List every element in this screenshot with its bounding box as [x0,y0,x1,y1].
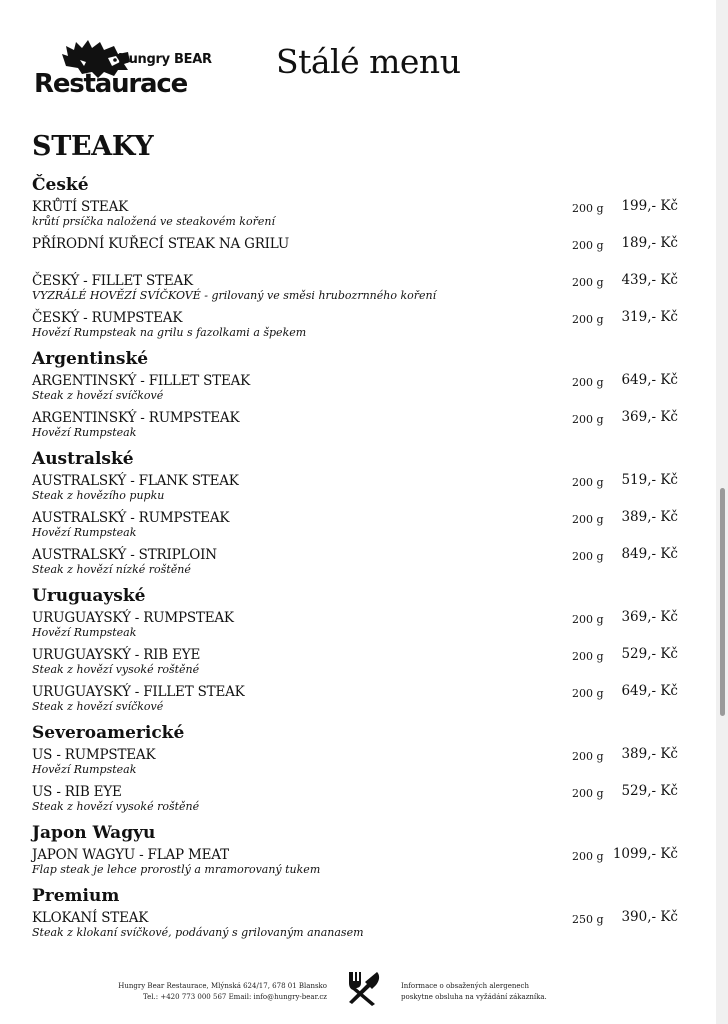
menu-item-name: KLOKANÍ STEAK [32,910,149,926]
menu-item [32,472,682,509]
section-title: Australské [32,449,134,469]
menu-item [32,372,682,409]
menu-item-price: 369,- Kč [621,609,678,625]
menu-item-price: 529,- Kč [621,646,678,662]
menu-item-name: PŘÍRODNÍ KUŘECÍ STEAK NA GRILU [32,236,289,252]
menu-item-weight: 200 g [572,376,604,389]
footer-allergen-info [401,981,547,1003]
menu-item-weight: 200 g [572,513,604,526]
menu-item-description: Steak z klokaní svíčkové, podávaný s grilovaným ananasem [32,926,364,939]
scrollbar[interactable] [716,0,728,1024]
menu-item [32,609,682,646]
menu-item [32,309,682,346]
menu-item-name: ČESKÝ - RUMPSTEAK [32,310,183,326]
menu-item-name: JAPON WAGYU - FLAP MEAT [32,847,229,863]
footer [0,965,716,1015]
menu-item [32,272,682,309]
scrollbar-thumb[interactable] [720,488,725,716]
menu-item [32,509,682,546]
section-title: Severoamerické [32,723,185,743]
menu-item [32,683,682,720]
menu-item-name: URUGUAYSKÝ - RIB EYE [32,647,201,663]
menu-item [32,909,682,946]
menu-item-name: URUGUAYSKÝ - RUMPSTEAK [32,610,234,626]
menu-item-price: 1099,- Kč [612,846,678,862]
page-title: Stálé menu [276,42,461,81]
menu-item-weight: 250 g [572,913,604,926]
menu-item-weight: 200 g [572,276,604,289]
logo-hungry-bear-text: Hungry BEAR [118,52,212,67]
section-title: Premium [32,886,120,906]
menu-item-weight: 200 g [572,850,604,863]
menu-item-name: KRŮTÍ STEAK [32,199,128,215]
menu-item-name: AUSTRALSKÝ - RUMPSTEAK [32,510,230,526]
menu-item-weight: 200 g [572,413,604,426]
footer-phone-email: Tel.: +420 773 000 567 Email: info@hungry-bear.cz [143,993,327,1001]
menu-item-name: AUSTRALSKÝ - FLANK STEAK [32,473,239,489]
section-title: Argentinské [32,349,149,369]
menu-item-name: ARGENTINSKÝ - RUMPSTEAK [32,410,240,426]
menu-item-price: 189,- Kč [621,235,678,251]
section-title: Japon Wagyu [32,823,156,843]
fork-knife-icon [344,969,382,1007]
menu-item-weight: 200 g [572,550,604,563]
menu-item [32,846,682,883]
menu-item [32,646,682,683]
menu-item [32,783,682,820]
menu-item-price: 199,- Kč [621,198,678,214]
menu-item [32,546,682,583]
menu-item-weight: 200 g [572,613,604,626]
footer-contact [118,981,327,1003]
menu-item-description: Steak z hovězí nízké roštěné [32,563,191,576]
menu-item-price: 649,- Kč [621,683,678,699]
menu-item-description: Hovězí Rumpsteak [32,626,137,639]
menu-item-description: Steak z hovězí vysoké roštěné [32,800,200,813]
menu-item-price: 389,- Kč [621,746,678,762]
menu-item-description: Steak z hovězí svíčkové [32,389,164,402]
menu-item-name: ČESKÝ - FILLET STEAK [32,273,193,289]
menu-item-price: 369,- Kč [621,409,678,425]
menu-item-name: US - RIB EYE [32,784,122,800]
menu-item [32,409,682,446]
menu-item-name: URUGUAYSKÝ - FILLET STEAK [32,684,245,700]
menu-item-description: Steak z hovězí svíčkové [32,700,164,713]
menu-item-price: 519,- Kč [621,472,678,488]
menu-item-description: Flap steak je lehce prorostlý a mramorovaný tukem [32,863,321,876]
menu-item-description: Hovězí Rumpsteak [32,526,137,539]
menu-item-weight: 200 g [572,476,604,489]
logo-restaurace-text: Restaurace [34,69,188,99]
menu-item-description: VYZRÁLÉ HOVĚZÍ SVÍČKOVÉ - grilovaný ve směsi hrubozrnného koření [32,289,437,302]
restaurant-logo [34,36,212,100]
section-title: České [32,175,89,195]
menu-item-name: ARGENTINSKÝ - FILLET STEAK [32,373,251,389]
menu-item-description: Steak z hovězího pupku [32,489,165,502]
menu-item-price: 849,- Kč [621,546,678,562]
menu-item-weight: 200 g [572,687,604,700]
menu-item-price: 439,- Kč [621,272,678,288]
menu-item-price: 389,- Kč [621,509,678,525]
menu-item-weight: 200 g [572,202,604,215]
menu-item-name: AUSTRALSKÝ - STRIPLOIN [32,547,217,563]
menu-item-price: 649,- Kč [621,372,678,388]
footer-allergen-line-1: Informace o obsažených alergenech [401,982,529,990]
category-heading: STEAKY [32,131,154,162]
menu-item [32,746,682,783]
menu-item [32,198,682,235]
menu-list [32,172,682,946]
menu-item-price: 390,- Kč [621,909,678,925]
menu-item-weight: 200 g [572,313,604,326]
menu-item [32,235,682,272]
section-title: Uruguayské [32,586,146,606]
menu-item-description: Hovězí Rumpsteak [32,763,137,776]
menu-item-weight: 200 g [572,650,604,663]
menu-item-price: 529,- Kč [621,783,678,799]
menu-item-price: 319,- Kč [621,309,678,325]
menu-item-description: Hovězí Rumpsteak na grilu s fazolkami a špekem [32,326,307,339]
footer-address: Hungry Bear Restaurace, Mlýnská 624/17, 678 01 Blansko [118,982,327,990]
menu-item-description: krůtí prsíčka naložená ve steakovém koření [32,215,275,228]
menu-item-weight: 200 g [572,750,604,763]
menu-item-name: US - RUMPSTEAK [32,747,156,763]
menu-item-description: Hovězí Rumpsteak [32,426,137,439]
menu-item-weight: 200 g [572,239,604,252]
menu-item-description: Steak z hovězí vysoké roštěné [32,663,200,676]
footer-allergen-line-2: poskytne obsluha na vyžádání zákazníka. [401,993,547,1001]
menu-item-weight: 200 g [572,787,604,800]
